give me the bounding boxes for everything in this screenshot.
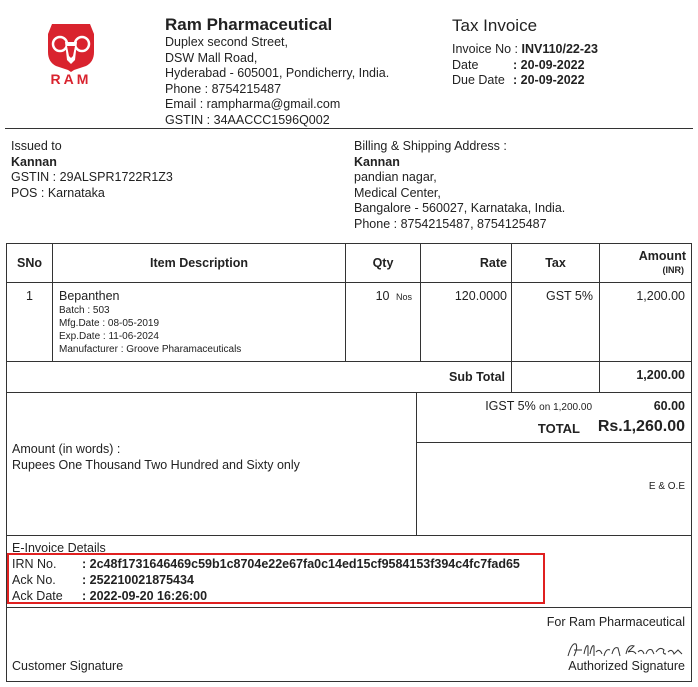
- igst-value: 60.00: [653, 399, 685, 413]
- row-sno: 1: [26, 289, 33, 303]
- address-line-2: DSW Mall Road,: [165, 50, 258, 65]
- invoice-due-row: [452, 73, 598, 89]
- total-label: TOTAL: [537, 421, 580, 436]
- billing-line-3: Bangalore - 560027, Karnataka, India.: [354, 201, 566, 215]
- billing-line-1: pandian nagar,: [354, 170, 437, 184]
- header-tax: Tax: [545, 256, 566, 270]
- invoice-date-row: [452, 58, 598, 74]
- words-value: Rupees One Thousand Two Hundred and Sixty only: [12, 458, 300, 472]
- item-row-line: [6, 361, 692, 362]
- issued-to-pos: POS : Karnataka: [11, 185, 105, 200]
- company-name: Ram Pharmaceutical: [165, 15, 333, 34]
- item-mfg: Mfg.Date : 08-05-2019: [59, 318, 160, 329]
- ack-value: : 252210021875434: [82, 573, 194, 587]
- company-phone: Phone : 8754215487: [165, 81, 282, 96]
- amount-in-words: [12, 441, 300, 473]
- issued-to-name: Kannan: [11, 154, 57, 169]
- billing-heading: Billing & Shipping Address :: [354, 139, 507, 153]
- item-mfr: Manufacturer : Groove Pharamaceuticals: [59, 344, 242, 355]
- row-description: [59, 289, 241, 356]
- company-address: [165, 35, 389, 128]
- ackdate-label: Ack Date: [12, 589, 63, 603]
- qty-value: 10: [375, 289, 390, 303]
- issued-to-gstin: GSTIN : 29ALSPR1722R1Z3: [11, 170, 173, 184]
- words-bottom-line: [6, 535, 692, 536]
- issued-to-heading: Issued to: [11, 139, 62, 153]
- row-amount: 1,200.00: [636, 289, 685, 303]
- item-exp: Exp.Date : 11-06-2024: [59, 331, 159, 342]
- header-sno: SNo: [17, 256, 42, 270]
- for-company: For Ram Pharmaceutical: [546, 615, 685, 629]
- row-rate: 120.0000: [454, 289, 507, 303]
- einvoice-details: [12, 556, 520, 604]
- invoice-date-value: : 20-09-2022: [513, 57, 585, 72]
- billing-phone: Phone : 8754215487, 8754125487: [354, 216, 547, 231]
- irn-row: [12, 556, 520, 572]
- total-value: Rs.1,260.00: [597, 418, 685, 435]
- subtotal-value: 1,200.00: [636, 368, 685, 382]
- qty-unit: Nos: [395, 292, 412, 302]
- invoice-no-row: [452, 42, 598, 58]
- customer-signature: Customer Signature: [12, 659, 124, 673]
- invoice-meta: [452, 42, 598, 89]
- row-qty: [346, 289, 412, 303]
- header-amount-unit: (INR): [662, 265, 684, 275]
- einvoice-heading: E-Invoice Details: [12, 541, 106, 555]
- igst-label: IGST 5%: [485, 399, 536, 413]
- invoice-title: Tax Invoice: [452, 16, 538, 35]
- irn-label: IRN No.: [12, 557, 57, 571]
- igst-line: [417, 399, 592, 413]
- invoice-due-label: Due Date: [452, 73, 505, 87]
- irn-value: : 2c48f1731646469c59b1c8704e22e67fa0c14ed15cf9584153f394c4fc7fad65: [82, 557, 520, 571]
- ackdate-value: : 2022-09-20 16:26:00: [82, 589, 208, 603]
- address-line-1: Duplex second Street,: [165, 35, 288, 49]
- header-row-line: [6, 282, 692, 283]
- words-label: Amount (in words) :: [12, 442, 121, 456]
- billing-line-2: Medical Center,: [354, 185, 441, 200]
- igst-on: on 1,200.00: [539, 402, 592, 413]
- billing-address: [354, 139, 565, 232]
- header-qty: Qty: [372, 256, 394, 270]
- totals-inner-line: [416, 442, 692, 443]
- header-desc: Item Description: [150, 256, 248, 270]
- ack-row: [12, 572, 194, 588]
- invoice-date-label: Date: [452, 57, 479, 72]
- invoice-due-value: : 20-09-2022: [513, 73, 585, 87]
- header-rate: Rate: [479, 256, 507, 270]
- ack-label: Ack No.: [12, 573, 56, 587]
- issued-to: [11, 139, 173, 201]
- col-line-totals: [416, 392, 417, 535]
- header-divider: [5, 128, 693, 129]
- address-line-3: Hyderabad - 605001, Pondicherry, India.: [165, 66, 390, 80]
- ackdate-row: [12, 588, 208, 604]
- row-tax: GST 5%: [545, 289, 593, 303]
- subtotal-label: Sub Total: [448, 370, 505, 384]
- subtotal-row-line: [6, 392, 692, 393]
- logo-text: RAM: [50, 71, 92, 87]
- header-amount: Amount: [638, 249, 686, 263]
- einvoice-bottom-line: [6, 607, 692, 608]
- authorized-signature: Authorized Signature: [568, 659, 685, 673]
- invoice-no-value: INV110/22-23: [521, 42, 598, 56]
- company-email: Email : rampharma@gmail.com: [165, 97, 341, 111]
- invoice-no-label: Invoice No :: [452, 42, 522, 56]
- company-gstin: GSTIN : 34AACCC1596Q002: [165, 112, 330, 127]
- eoe-text: E & O.E: [648, 481, 685, 492]
- item-name: Bepanthen: [59, 289, 120, 303]
- item-batch: Batch : 503: [59, 305, 110, 316]
- billing-name: Kannan: [354, 154, 400, 169]
